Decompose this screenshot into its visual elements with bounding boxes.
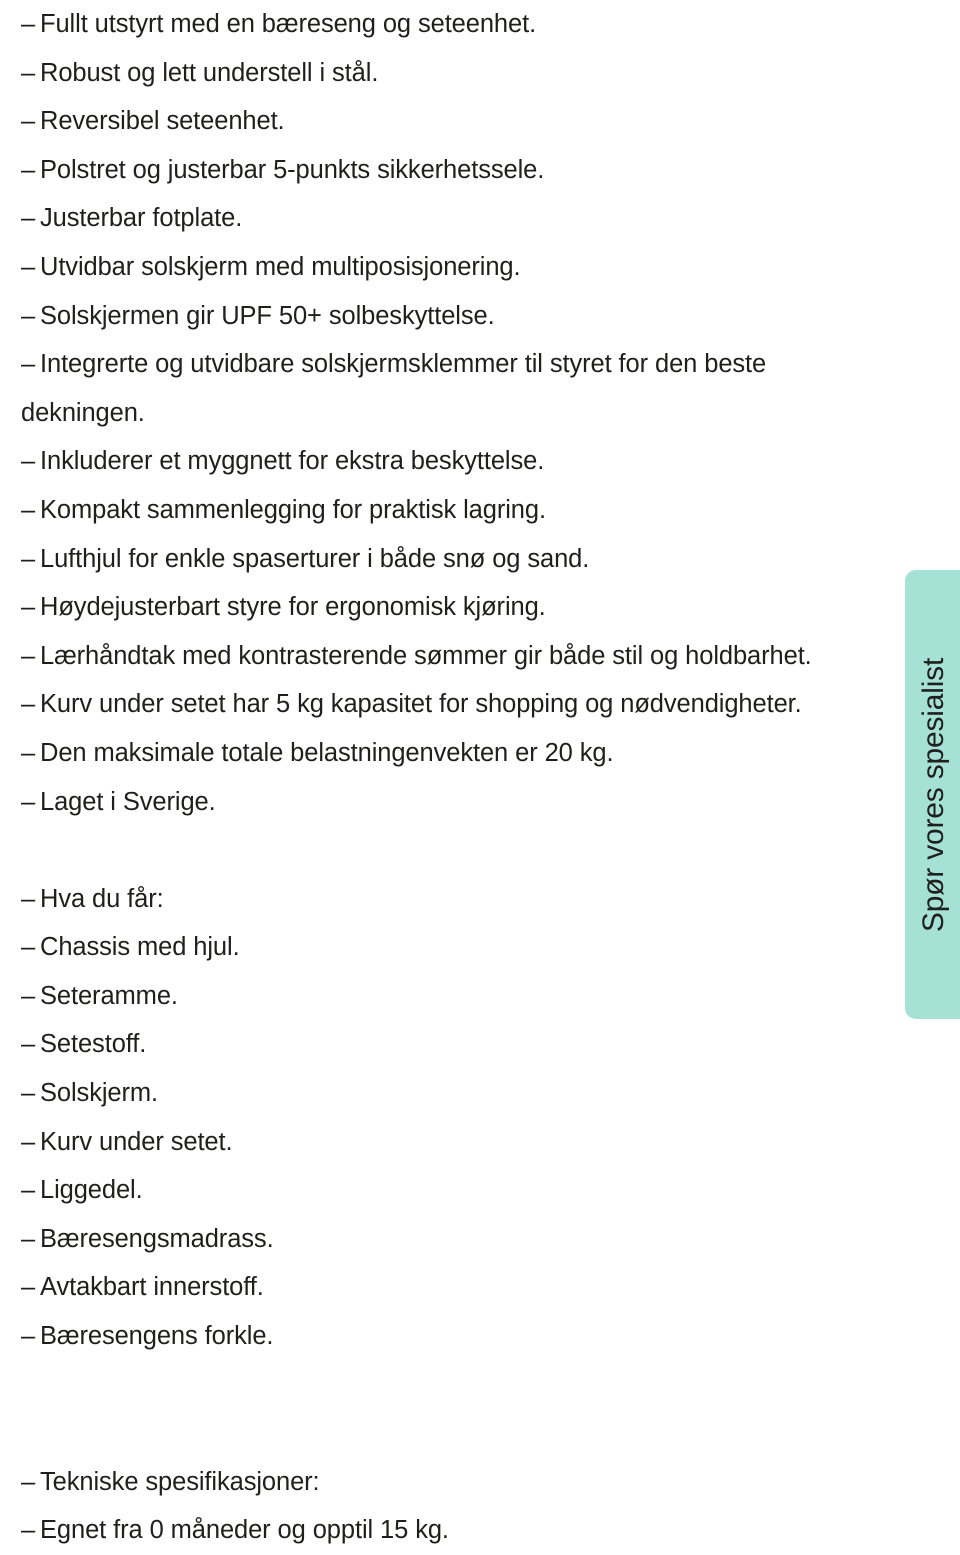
spec-list-item: [21, 1215, 960, 1264]
spec-line-text: Tekniske spesifikasjoner:: [40, 1467, 320, 1496]
spec-list-item: [21, 680, 960, 729]
spec-list-item: [21, 1118, 960, 1167]
spec-list-item: [21, 1458, 960, 1507]
spec-line-text: Kurv under setet.: [40, 1127, 233, 1156]
spec-list-item: [21, 778, 960, 827]
bullet-dash-icon: –: [21, 447, 36, 476]
spec-line-text: Reversibel seteenhet.: [40, 107, 285, 136]
spec-line-text: Bæresengsmadrass.: [40, 1224, 274, 1253]
bullet-dash-icon: –: [21, 155, 36, 184]
spec-list-item: [21, 49, 960, 98]
spec-list-item: [21, 437, 960, 486]
spec-line-text: Fullt utstyrt med en bæreseng og seteenhet.: [40, 10, 537, 38]
ask-specialist-tab-label: Spør vores spesialist: [917, 657, 950, 932]
spec-line-text: Den maksimale totale belastningenvekten er 20 kg.: [40, 738, 614, 767]
bullet-dash-icon: –: [21, 10, 36, 38]
spec-line-text: Liggedel.: [40, 1176, 143, 1205]
spec-list-item: [21, 1506, 960, 1555]
spec-list-item: [21, 1263, 960, 1312]
spec-spacer: [21, 1361, 960, 1410]
spec-list-item: [21, 292, 960, 341]
bullet-dash-icon: –: [21, 1273, 36, 1302]
ask-specialist-tab[interactable]: [905, 570, 960, 1019]
spec-line-text: Inkluderer et myggnett for ekstra beskyttelse.: [40, 447, 545, 476]
spec-list-item: [21, 1069, 960, 1118]
bullet-dash-icon: –: [21, 301, 36, 330]
specification-list: [21, 0, 960, 1555]
spec-list-item: [21, 875, 960, 924]
spec-list-item: [21, 972, 960, 1021]
spec-line-text: Solskjerm.: [40, 1079, 159, 1108]
bullet-dash-icon: –: [21, 58, 36, 87]
bullet-dash-icon: –: [21, 204, 36, 233]
spec-line-text: Solskjermen gir UPF 50+ solbeskyttelse.: [40, 301, 495, 330]
spec-line-text: Hva du får:: [40, 884, 164, 913]
spec-line-text: Lærhåndtak med kontrasterende sømmer gir både stil og holdbarhet.: [40, 641, 812, 670]
bullet-dash-icon: –: [21, 1127, 36, 1156]
spec-list-item: [21, 1020, 960, 1069]
bullet-dash-icon: –: [21, 495, 36, 524]
spec-line-text: Avtakbart innerstoff.: [40, 1273, 264, 1302]
spec-line-text: Kurv under setet har 5 kg kapasitet for shopping og nødvendigheter.: [40, 690, 802, 719]
spec-line-text: Utvidbar solskjerm med multiposisjonering.: [40, 252, 521, 281]
spec-line-text: Justerbar fotplate.: [40, 204, 243, 233]
spec-list-item: [21, 0, 960, 49]
spec-list-item: [21, 194, 960, 243]
spec-list-item: [21, 1312, 960, 1361]
bullet-dash-icon: –: [21, 593, 36, 622]
spec-list-item: [21, 243, 960, 292]
bullet-dash-icon: –: [21, 1176, 36, 1205]
spec-list-item: [21, 583, 960, 632]
spec-line-text: Bæresengens forkle.: [40, 1322, 274, 1351]
bullet-dash-icon: –: [21, 981, 36, 1010]
spec-line-text: Laget i Sverige.: [40, 787, 216, 816]
bullet-dash-icon: –: [21, 1224, 36, 1253]
spec-list-item: [21, 923, 960, 972]
spec-line-text: Egnet fra 0 måneder og opptil 15 kg.: [40, 1516, 449, 1545]
spec-line-text: Robust og lett understell i stål.: [40, 58, 379, 87]
spec-line-text: dekningen.: [21, 398, 145, 427]
spec-line-text: Chassis med hjul.: [40, 933, 240, 962]
bullet-dash-icon: –: [21, 787, 36, 816]
spec-spacer: [21, 1409, 960, 1458]
bullet-dash-icon: –: [21, 252, 36, 281]
bullet-dash-icon: –: [21, 738, 36, 767]
spec-list-item: [21, 1166, 960, 1215]
spec-list-item: [21, 535, 960, 584]
bullet-dash-icon: –: [21, 641, 36, 670]
spec-line-text: Lufthjul for enkle spaserturer i både snø og sand.: [40, 544, 590, 573]
bullet-dash-icon: –: [21, 107, 36, 136]
bullet-dash-icon: –: [21, 1322, 36, 1351]
spec-line-text: Kompakt sammenlegging for praktisk lagring.: [40, 495, 546, 524]
spec-spacer: [21, 826, 960, 875]
bullet-dash-icon: –: [21, 350, 36, 379]
bullet-dash-icon: –: [21, 1079, 36, 1108]
spec-list-item: [21, 729, 960, 778]
spec-line-text: Setestoff.: [40, 1030, 147, 1059]
spec-line-text: Seteramme.: [40, 981, 178, 1010]
spec-line-continuation: [21, 389, 960, 438]
spec-line-text: Integrerte og utvidbare solskjermsklemmer til styret for den beste: [40, 350, 767, 379]
spec-list-item: [21, 146, 960, 195]
spec-list-item: [21, 632, 960, 681]
bullet-dash-icon: –: [21, 690, 36, 719]
spec-line-text: Polstret og justerbar 5-punkts sikkerhetssele.: [40, 155, 545, 184]
bullet-dash-icon: –: [21, 1516, 36, 1545]
spec-list-item: [21, 486, 960, 535]
bullet-dash-icon: –: [21, 1467, 36, 1496]
spec-list-item: [21, 97, 960, 146]
bullet-dash-icon: –: [21, 1030, 36, 1059]
spec-list-item: [21, 340, 960, 389]
bullet-dash-icon: –: [21, 933, 36, 962]
bullet-dash-icon: –: [21, 544, 36, 573]
spec-line-text: Høydejusterbart styre for ergonomisk kjøring.: [40, 593, 546, 622]
bullet-dash-icon: –: [21, 884, 36, 913]
